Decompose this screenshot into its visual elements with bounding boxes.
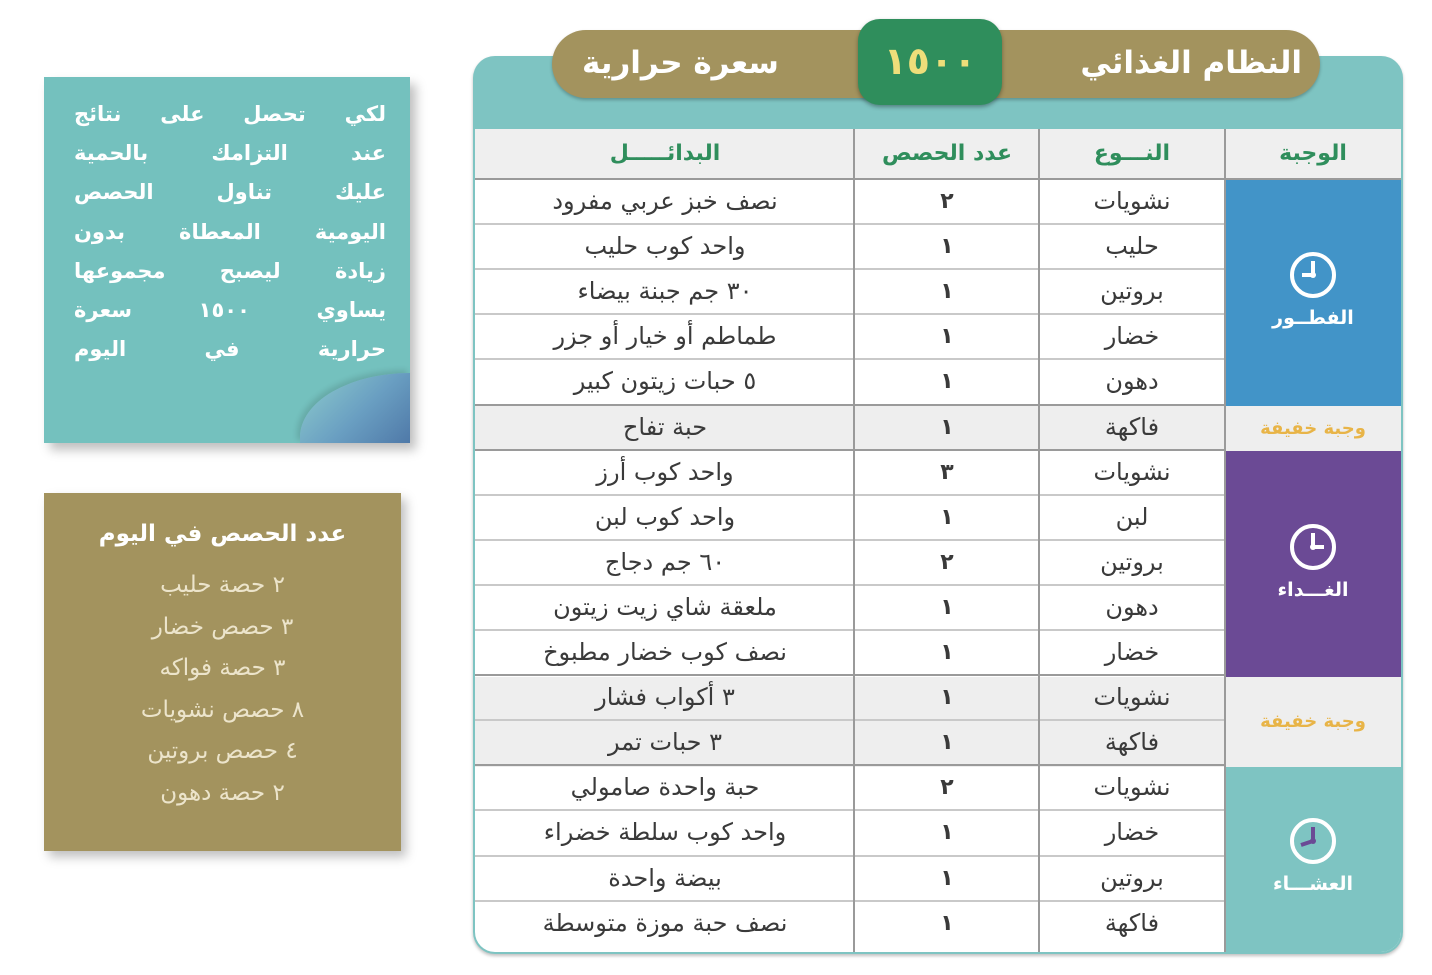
column-divider: [853, 129, 855, 952]
cell-count: ١: [940, 865, 954, 891]
diet-title: النظام الغذائي: [1080, 45, 1302, 81]
row-divider: [475, 674, 1225, 676]
header-type: النـــوع: [1093, 141, 1171, 166]
header-alternatives: البدائـــــل: [609, 141, 721, 166]
cell-type: خضار: [1104, 322, 1160, 351]
cell-type: فاكهة: [1104, 412, 1160, 441]
servings-item: ٣ حصة فواكه: [159, 655, 286, 682]
cell-type: خضار: [1104, 638, 1160, 666]
column-divider: [1224, 129, 1226, 952]
header-divider: [475, 178, 1401, 180]
servings-item: ٢ حصة حليب: [160, 572, 285, 598]
cell-type: فاكهة: [1104, 728, 1160, 757]
note-line: حرارية في اليوم: [74, 337, 386, 362]
cell-type: نشويات: [1093, 457, 1171, 486]
row-divider: [475, 584, 1225, 586]
cell-type: نشويات: [1093, 187, 1171, 215]
cell-type: بروتين: [1100, 547, 1164, 576]
meal-breakfast: [1225, 179, 1401, 406]
meal-snack-1: [1225, 406, 1401, 451]
cell-count: ١: [940, 685, 954, 711]
cell-type: نشويات: [1093, 683, 1171, 712]
meal-snack-2: [1225, 677, 1401, 767]
cell-count: ١: [940, 730, 954, 756]
cell-alternative: ٦٠ جم دجاج: [604, 547, 726, 576]
header-meal: الوجبة: [1279, 141, 1347, 166]
row-divider: [475, 494, 1225, 496]
cell-alternative: ٥ حبات زيتون كبير: [573, 367, 757, 396]
instructions-note: [44, 77, 410, 443]
cell-alternative: نصف كوب خضار مطبوخ: [543, 638, 787, 666]
note-line: زيادة ليصبح مجموعها: [74, 258, 386, 283]
cell-type: دهون: [1105, 592, 1159, 621]
column-divider: [1038, 129, 1040, 952]
servings-item: ٢ حصة دهون: [160, 779, 285, 806]
diet-table: [475, 129, 1401, 952]
cell-type: فاكهة: [1104, 908, 1160, 937]
row-divider: [475, 629, 1225, 631]
cell-count: ٢: [940, 549, 954, 575]
cell-count: ١: [940, 910, 954, 936]
row-divider: [475, 764, 1225, 766]
row-divider: [475, 539, 1225, 541]
cell-count: ٣: [940, 459, 954, 485]
note-line: يساوي ١٥٠٠ سعرة: [74, 298, 386, 323]
row-divider: [475, 900, 1225, 902]
page-curl: [300, 373, 410, 443]
cell-count: ٢: [940, 189, 954, 214]
row-divider: [475, 449, 1225, 451]
cell-count: ١: [940, 594, 954, 620]
header-count: عدد الحصص: [881, 141, 1013, 166]
row-divider: [475, 268, 1225, 270]
daily-servings-box: [44, 493, 401, 851]
clock-icon: [1287, 815, 1339, 867]
meal-breakfast-label: الفطــور: [1272, 307, 1354, 329]
clock-icon: [1287, 521, 1339, 573]
note-line: اليومية المعطاة بدون: [74, 219, 386, 244]
row-divider: [475, 855, 1225, 857]
cell-alternative: واحد كوب حليب: [584, 232, 746, 261]
cell-type: نشويات: [1093, 773, 1171, 802]
cell-count: ١: [940, 279, 954, 305]
cell-alternative: ٣٠ جم جبنة بيضاء: [577, 277, 753, 306]
cell-alternative: بيضة واحدة: [608, 863, 722, 892]
row-divider: [475, 223, 1225, 225]
cell-alternative: طماطم أو خيار أو جزر: [553, 322, 777, 351]
cell-type: بروتين: [1100, 863, 1164, 892]
note-line: عليك تناول الحصص: [74, 180, 386, 205]
clock-icon: [1287, 249, 1339, 301]
calorie-unit: سعرة حرارية: [582, 45, 779, 81]
cell-alternative: واحد كوب لبن: [594, 502, 736, 531]
cell-count: ١: [940, 820, 954, 846]
cell-alternative: ملعقة شاي زيت زيتون: [553, 592, 777, 621]
meal-snack-2-label: وجبة خفيفة: [1260, 711, 1366, 732]
row-divider: [475, 404, 1225, 406]
cell-count: ١: [940, 414, 954, 440]
row-divider: [475, 809, 1225, 811]
cell-type: بروتين: [1100, 277, 1164, 306]
cell-count: ١: [940, 640, 954, 665]
row-divider: [475, 358, 1225, 360]
servings-title: عدد الحصص في اليوم: [98, 521, 347, 547]
servings-item: ٣ حصص خضار: [151, 613, 294, 640]
instructions-text: [74, 95, 386, 369]
cell-type: دهون: [1105, 367, 1159, 396]
cell-count: ١: [940, 504, 954, 530]
cell-count: ١: [940, 324, 954, 350]
cell-count: ١: [940, 234, 954, 260]
servings-item: ٤ حصص بروتين: [147, 738, 298, 765]
meal-dinner-label: العشـــاء: [1272, 873, 1354, 895]
cell-type: لبن: [1115, 502, 1149, 531]
diet-table-panel: [473, 56, 1403, 954]
cell-alternative: حبة واحدة صامولي: [570, 773, 760, 802]
cell-alternative: ٣ أكواب فشار: [595, 683, 735, 712]
meal-snack-1-label: وجبة خفيفة: [1260, 418, 1366, 439]
cell-type: خضار: [1104, 818, 1160, 847]
meal-dinner: [1225, 767, 1401, 952]
cell-alternative: واحد كوب أرز: [596, 457, 734, 486]
cell-alternative: نصف حبة موزة متوسطة: [542, 908, 788, 937]
cell-alternative: حبة تفاح: [622, 412, 708, 441]
row-divider: [475, 313, 1225, 315]
cell-count: ١: [940, 369, 954, 395]
servings-list: [44, 565, 401, 815]
calorie-badge: ١٥٠٠: [858, 19, 1002, 105]
servings-item: ٨ حصص نشويات: [140, 696, 305, 723]
meal-lunch-label: الغـــداء: [1277, 579, 1349, 601]
note-line: لكي تحصل على نتائج: [74, 102, 386, 126]
cell-alternative: واحد كوب سلطة خضراء: [543, 818, 787, 847]
cell-type: حليب: [1105, 232, 1159, 261]
meal-lunch: [1225, 451, 1401, 677]
cell-alternative: ٣ حبات تمر: [608, 728, 722, 757]
cell-count: ٢: [940, 775, 954, 801]
note-line: عند التزامك بالحمية: [74, 141, 386, 166]
cell-alternative: نصف خبز عربي مفرود: [552, 187, 778, 215]
row-divider: [475, 719, 1225, 721]
